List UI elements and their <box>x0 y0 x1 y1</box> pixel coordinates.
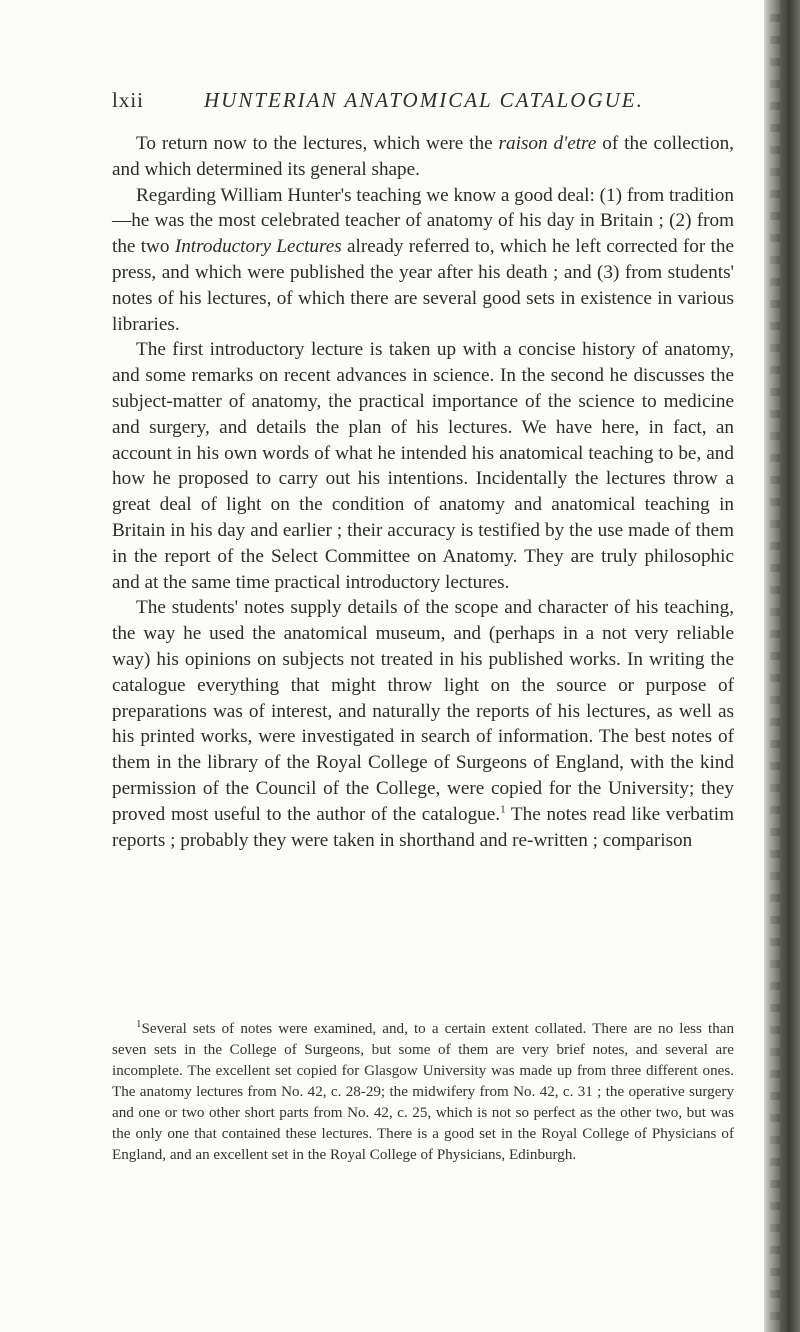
paragraph-1: To return now to the lectures, which were the raison d'etre of the collection, and which determined its general shape. <box>112 133 734 180</box>
italic-phrase: Introductory Lectures <box>174 236 342 258</box>
paragraph-3: The first introductory lecture is taken up with a concise history of anatomy, and some remarks on recent advances in science. In the second he discusses the subject-matter of anatomy, the practical importance of the science to medicine and surgery, and details the plan of his lectures. We have here, in fact, an account in his own words of what he intended his anatomical teaching to be, and how he proposed to carry out his intentions. Incidentally the lectures throw a great deal of light on the condition of anatomy and anatomical teaching in Britain in his day and earlier ; their accuracy is testified by the use made of them in the report of the Select Committee on Anatomy. They are truly philosophic and at the same time practical introductory lectures. <box>112 339 734 593</box>
footnote-reference: 1 <box>500 803 506 816</box>
paragraph-4: The students' notes supply details of the scope and character of his teaching, the way he used the anatomical museum, and (perhaps in a not very reliable way) his opinions on subjects not treated in his published works. In writing the catalogue everything that might throw light on the source or purpose of preparations was of interest, and naturally the reports of his lectures, as well as his printed works, were investigated in search of information. The best notes of them in the library of the Royal College of Surgeons of England, with the kind permission of the Council of the College, were copied for the University; they proved most useful to the author of the catalogue.$^1$ The notes read like verbatim reports ; probably they were taken in shorthand and re-written ; comparison <box>112 597 734 851</box>
footnote-text: Several sets of notes were examined, and, to a certain extent collated. There are no less than seven sets in the College of Surgeons, but some of them are very brief notes, and several are incomplete. The excellent set copied for Glasgow University was made up from three different ones. The anatomy lectures from No. 42, c. 28-29; the midwifery from No. 42, c. 31 ; the operative surgery and one or two other short parts from No. 42, c. 25, which is not so perfect as the other two, but was the only one that contained these lectures. There is a good set in the Royal College of Physicians of England, and an excellent set in the Royal College of Physicians, Edinburgh. <box>112 1021 734 1163</box>
page-number: lxii <box>112 88 145 112</box>
italic-phrase: raison d'etre <box>498 133 597 154</box>
body-text <box>112 131 734 853</box>
running-title: HUNTERIAN ANATOMICAL CATALOGUE. <box>204 88 644 112</box>
footnote-mark: 1 <box>136 1017 142 1030</box>
page-header <box>112 88 742 118</box>
paragraph-2: Regarding William Hunter's teaching we know a good deal: (1) from tradition—he was the most celebrated teacher of anatomy of his day in Britain ; (2) from the two Introductory Lectures already referred to, which he left corrected for the press, and which were published the year after his death ; and (3) from students' notes of his lectures, of which there are several good sets in existence in various libraries. <box>112 184 734 335</box>
page-edge-texture <box>770 0 780 1332</box>
footnote <box>112 1019 734 1166</box>
